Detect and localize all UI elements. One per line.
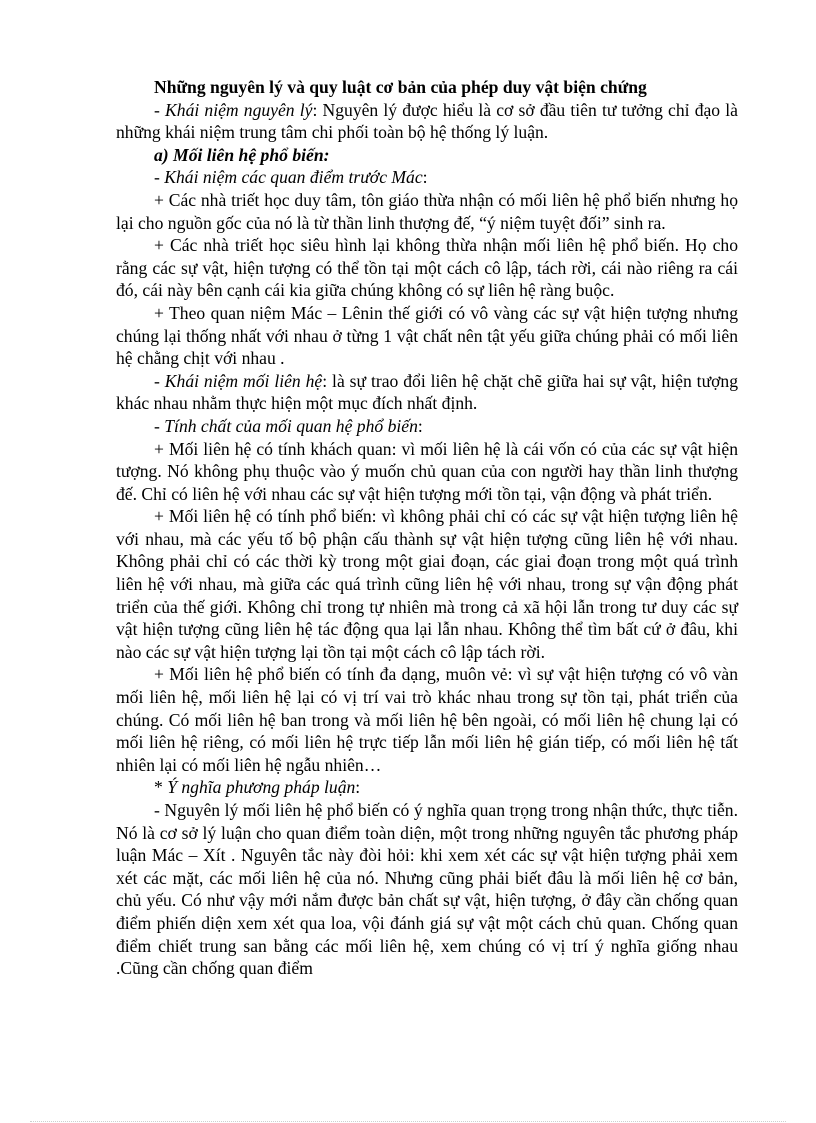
paragraph-diversity: + Mối liên hệ phổ biến có tính đa dạng, muôn vẻ: vì sự vật hiện tượng có vô vàn mối liên hệ, mối liên hệ lại có vị trí vai trò khác nhau trong sự tồn tại, phát triển của chúng. Có mối liên hệ ban trong và mối liên hệ bên ngoài, có mối liên hệ chung lại có mối liên hệ riêng, có mối liên hệ trực tiếp lẫn mối liên hệ gián tiếp, có mối liên hệ tất nhiên lại có mối liên hệ ngẫu nhiên…: [116, 664, 738, 775]
paragraph-idealism: + Các nhà triết học duy tâm, tôn giáo thừa nhận có mối liên hệ phổ biến nhưng họ lại cho nguồn gốc của nó là từ thần linh thượng đế, “ý niệm tuyệt đối” sinh ra.: [116, 189, 738, 233]
term-pre-marx: Khái niệm các quan điểm trước Mác: [164, 167, 423, 188]
paragraph-relation-definition: [116, 370, 738, 415]
dash-prefix: -: [154, 99, 166, 120]
paragraph-metaphysics: + Các nhà triết học siêu hình lại không thừa nhận mối liên hệ phổ biến. Họ cho rằng các sự vật, hiện tượng có thể tồn tại một cách cô lập, tách rời, cái nào riêng ra cái đó, cái này bên cạnh cái kia giữa chúng không có sự liên hệ ràng buộc.: [116, 235, 738, 301]
section-heading-a: a) Mối liên hệ phổ biến:: [154, 144, 330, 165]
page-bottom-border: [30, 1121, 786, 1122]
paragraph-methodology-heading: [116, 776, 738, 799]
term-properties: Tính chất của mối quan hệ phổ biến: [164, 415, 418, 436]
document-title: Những nguyên lý và quy luật cơ bản của phép duy vật biện chứng: [154, 77, 647, 97]
term-relation: Khái niệm mối liên hệ: [164, 370, 323, 391]
dash-prefix: -: [154, 370, 165, 391]
term-principle: Khái niệm nguyên lý: [165, 99, 313, 120]
asterisk-prefix: *: [154, 777, 168, 798]
paragraph-universality: + Mối liên hệ có tính phổ biến: vì không phải chỉ có các sự vật hiện tượng liên hệ với nhau, mà các yếu tố bộ phận cấu thành sự vật hiện tượng cũng liên hệ với nhau. Không phải chỉ có các thời kỳ trong một giai đoạn, các giai đoạn trong một quá trình liên hệ với nhau, mà giữa các quá trình cũng liên hệ với nhau, trong sự vận động phát triển của thế giới. Không chỉ trong tự nhiên mà trong cả xã hội lẫn trong tư duy các sự vật hiện tượng cũng liên hệ tác động qua lại lẫn nhau. Không thể tìm bất cứ ở đâu, khi nào các sự vật hiện tượng lại tồn tại một cách cô lập tách rời.: [116, 506, 738, 662]
definition-text: : Nguyên lý được hiểu là cơ sở đầu tiên tư tưởng chỉ đạo là những khái niệm trung tâm chi phối toàn bộ hệ thống lý luận.: [116, 99, 738, 143]
paragraph-principle-definition: [116, 99, 738, 144]
paragraph-marx-lenin: + Theo quan niệm Mác – Lênin thế giới có vô vàng các sự vật hiện tượng nhưng chúng lại thống nhất với nhau ở từng 1 vật chất nên tật yếu giữa chúng phải có mối liên hệ chằng chịt với nhau .: [116, 302, 738, 369]
dash-prefix: -: [154, 415, 165, 436]
paragraph-objectivity: + Mối liên hệ có tính khách quan: vì mối liên hệ là cái vốn có của các sự vật hiện tượng. Nó không phụ thuộc vào ý muốn chủ quan của con người hay thần linh thượng đế. Chỉ có liên hệ với nhau các sự vật hiện tượng mới tồn tại, vận động và phát triển.: [116, 438, 738, 504]
paragraph-pre-marx: [116, 166, 738, 189]
colon: :: [417, 415, 423, 436]
paragraph-properties: [116, 415, 738, 438]
colon: :: [355, 777, 361, 798]
paragraph-methodology: - Nguyên lý mối liên hệ phổ biến có ý nghĩa quan trọng trong nhận thức, thực tiễn. Nó là cơ sở lý luận cho quan điểm toàn diện, một trong những nguyên tắc phương pháp luận Mác – Xít . Nguyên tắc này đòi hỏi: khi xem xét các sự vật hiện tượng phải xem xét các mặt, các mối liên hệ của nó. Nhưng cũng phải biết đâu là mối liên hệ cơ bản, chủ yếu. Có như vậy mới nắm được bản chất sự vật, hiện tượng, ở đây cần chống quan điểm phiến diện xem xét qua loa, vội đánh giá sự vật một cách chủ quan. Chống quan điểm chiết trung san bằng các mối liên hệ, xem chúng có vị trí ý nghĩa giống nhau .Cũng cần chống quan điểm: [116, 800, 738, 979]
document-page: [116, 76, 738, 980]
dash-prefix: -: [154, 167, 165, 188]
colon: :: [422, 167, 428, 188]
term-methodology: Ý nghĩa phương pháp luận: [167, 777, 356, 798]
definition-text: : là sự trao đổi liên hệ chặt chẽ giữa hai sự vật, hiện tượng khác nhau nhằm thực hiện một mục đích nhất định.: [116, 370, 738, 414]
